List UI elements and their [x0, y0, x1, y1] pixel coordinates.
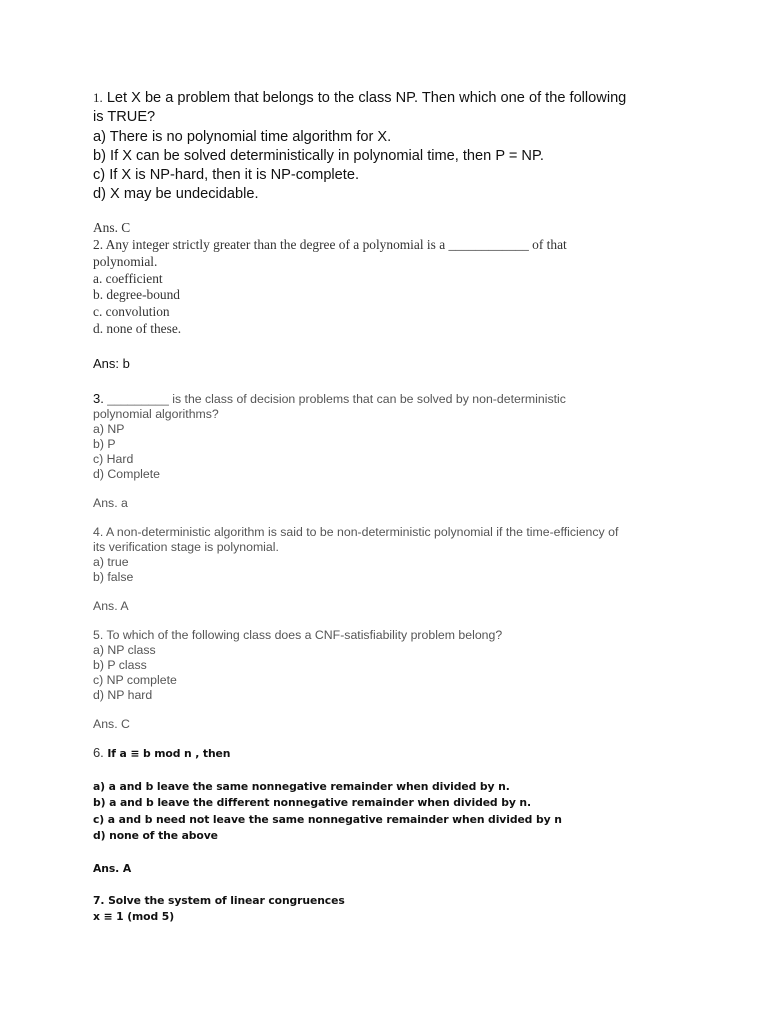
question-7-congruence: x ≡ 1 (mod 5) — [93, 910, 175, 924]
question-3-text-cont: polynomial algorithms? — [93, 407, 219, 422]
question-7 — [93, 893, 693, 926]
answer-6: Ans. A — [93, 862, 132, 875]
question-2-text-cont: polynomial. — [93, 253, 158, 269]
question-5-option-d: d) NP hard — [93, 688, 153, 703]
question-2-option-a: a. coefficient — [93, 270, 163, 286]
question-3-text: 3. _________ is the class of decision problems that can be solved by non-deterministic — [93, 391, 566, 406]
question-7-text: 7. Solve the system of linear congruences — [93, 894, 345, 907]
question-4 — [93, 525, 693, 585]
question-6-option-b: b) a and b leave the different nonnegative remainder when divided by n. — [93, 796, 532, 810]
question-6-number: 6. — [93, 745, 104, 760]
answer-5: Ans. C — [93, 717, 130, 731]
question-1-option-d: d) X may be undecidable. — [93, 186, 259, 203]
question-3-option-a: a) NP — [93, 422, 125, 437]
question-5-option-a: a) NP class — [93, 643, 156, 658]
question-2 — [93, 237, 693, 338]
question-1-option-b: b) If X can be solved deterministically in polynomial time, then P = NP. — [93, 147, 544, 164]
question-6-text: 6. If a ≡ b mod n , then — [93, 745, 231, 760]
answer-2: Ans: b — [93, 356, 130, 371]
question-4-text: 4. A non-deterministic algorithm is said to be non-deterministic polynomial if the time-efficiency of — [93, 525, 619, 539]
question-1-text: 1. Let X be a problem that belongs to the class NP. Then which one of the following — [93, 90, 627, 106]
answer-4: Ans. A — [93, 599, 129, 613]
question-4-option-a: a) true — [93, 555, 129, 570]
question-1-text-cont: is TRUE? — [93, 109, 156, 126]
question-3-option-c: c) Hard — [93, 452, 134, 467]
question-6 — [93, 745, 693, 762]
question-2-option-b: b. degree-bound — [93, 287, 181, 303]
question-2-text: 2. Any integer strictly greater than the degree of a polynomial is a ____________ of that — [93, 237, 567, 252]
question-4-text-cont: its verification stage is polynomial. — [93, 540, 279, 555]
question-1-number: 1. — [93, 90, 103, 105]
question-5-option-c: c) NP complete — [93, 673, 177, 688]
question-3-option-d: d) Complete — [93, 467, 160, 482]
question-2-option-c: c. convolution — [93, 304, 170, 320]
answer-3: Ans. a — [93, 496, 128, 510]
question-3-number: 3. — [93, 391, 104, 406]
question-6-option-a: a) a and b leave the same nonnegative remainder when divided by n. — [93, 780, 510, 793]
question-3 — [93, 391, 693, 483]
question-6-option-d: d) none of the above — [93, 828, 218, 842]
question-2-option-d: d. none of these. — [93, 320, 182, 336]
question-6-option-c: c) a and b need not leave the same nonnegative remainder when divided by n — [93, 812, 562, 826]
question-5-text: 5. To which of the following class does a CNF-satisfiability problem belong? — [93, 628, 503, 642]
question-5 — [93, 628, 693, 703]
question-5-option-b: b) P class — [93, 658, 147, 673]
answer-1: Ans. C — [93, 220, 131, 235]
question-6-options — [93, 779, 693, 844]
question-1-option-c: c) If X is NP-hard, then it is NP-complete. — [93, 167, 360, 184]
question-1-option-a: a) There is no polynomial time algorithm for X. — [93, 128, 392, 145]
question-4-option-b: b) false — [93, 570, 134, 585]
question-1 — [93, 88, 693, 205]
question-3-option-b: b) P — [93, 437, 116, 452]
